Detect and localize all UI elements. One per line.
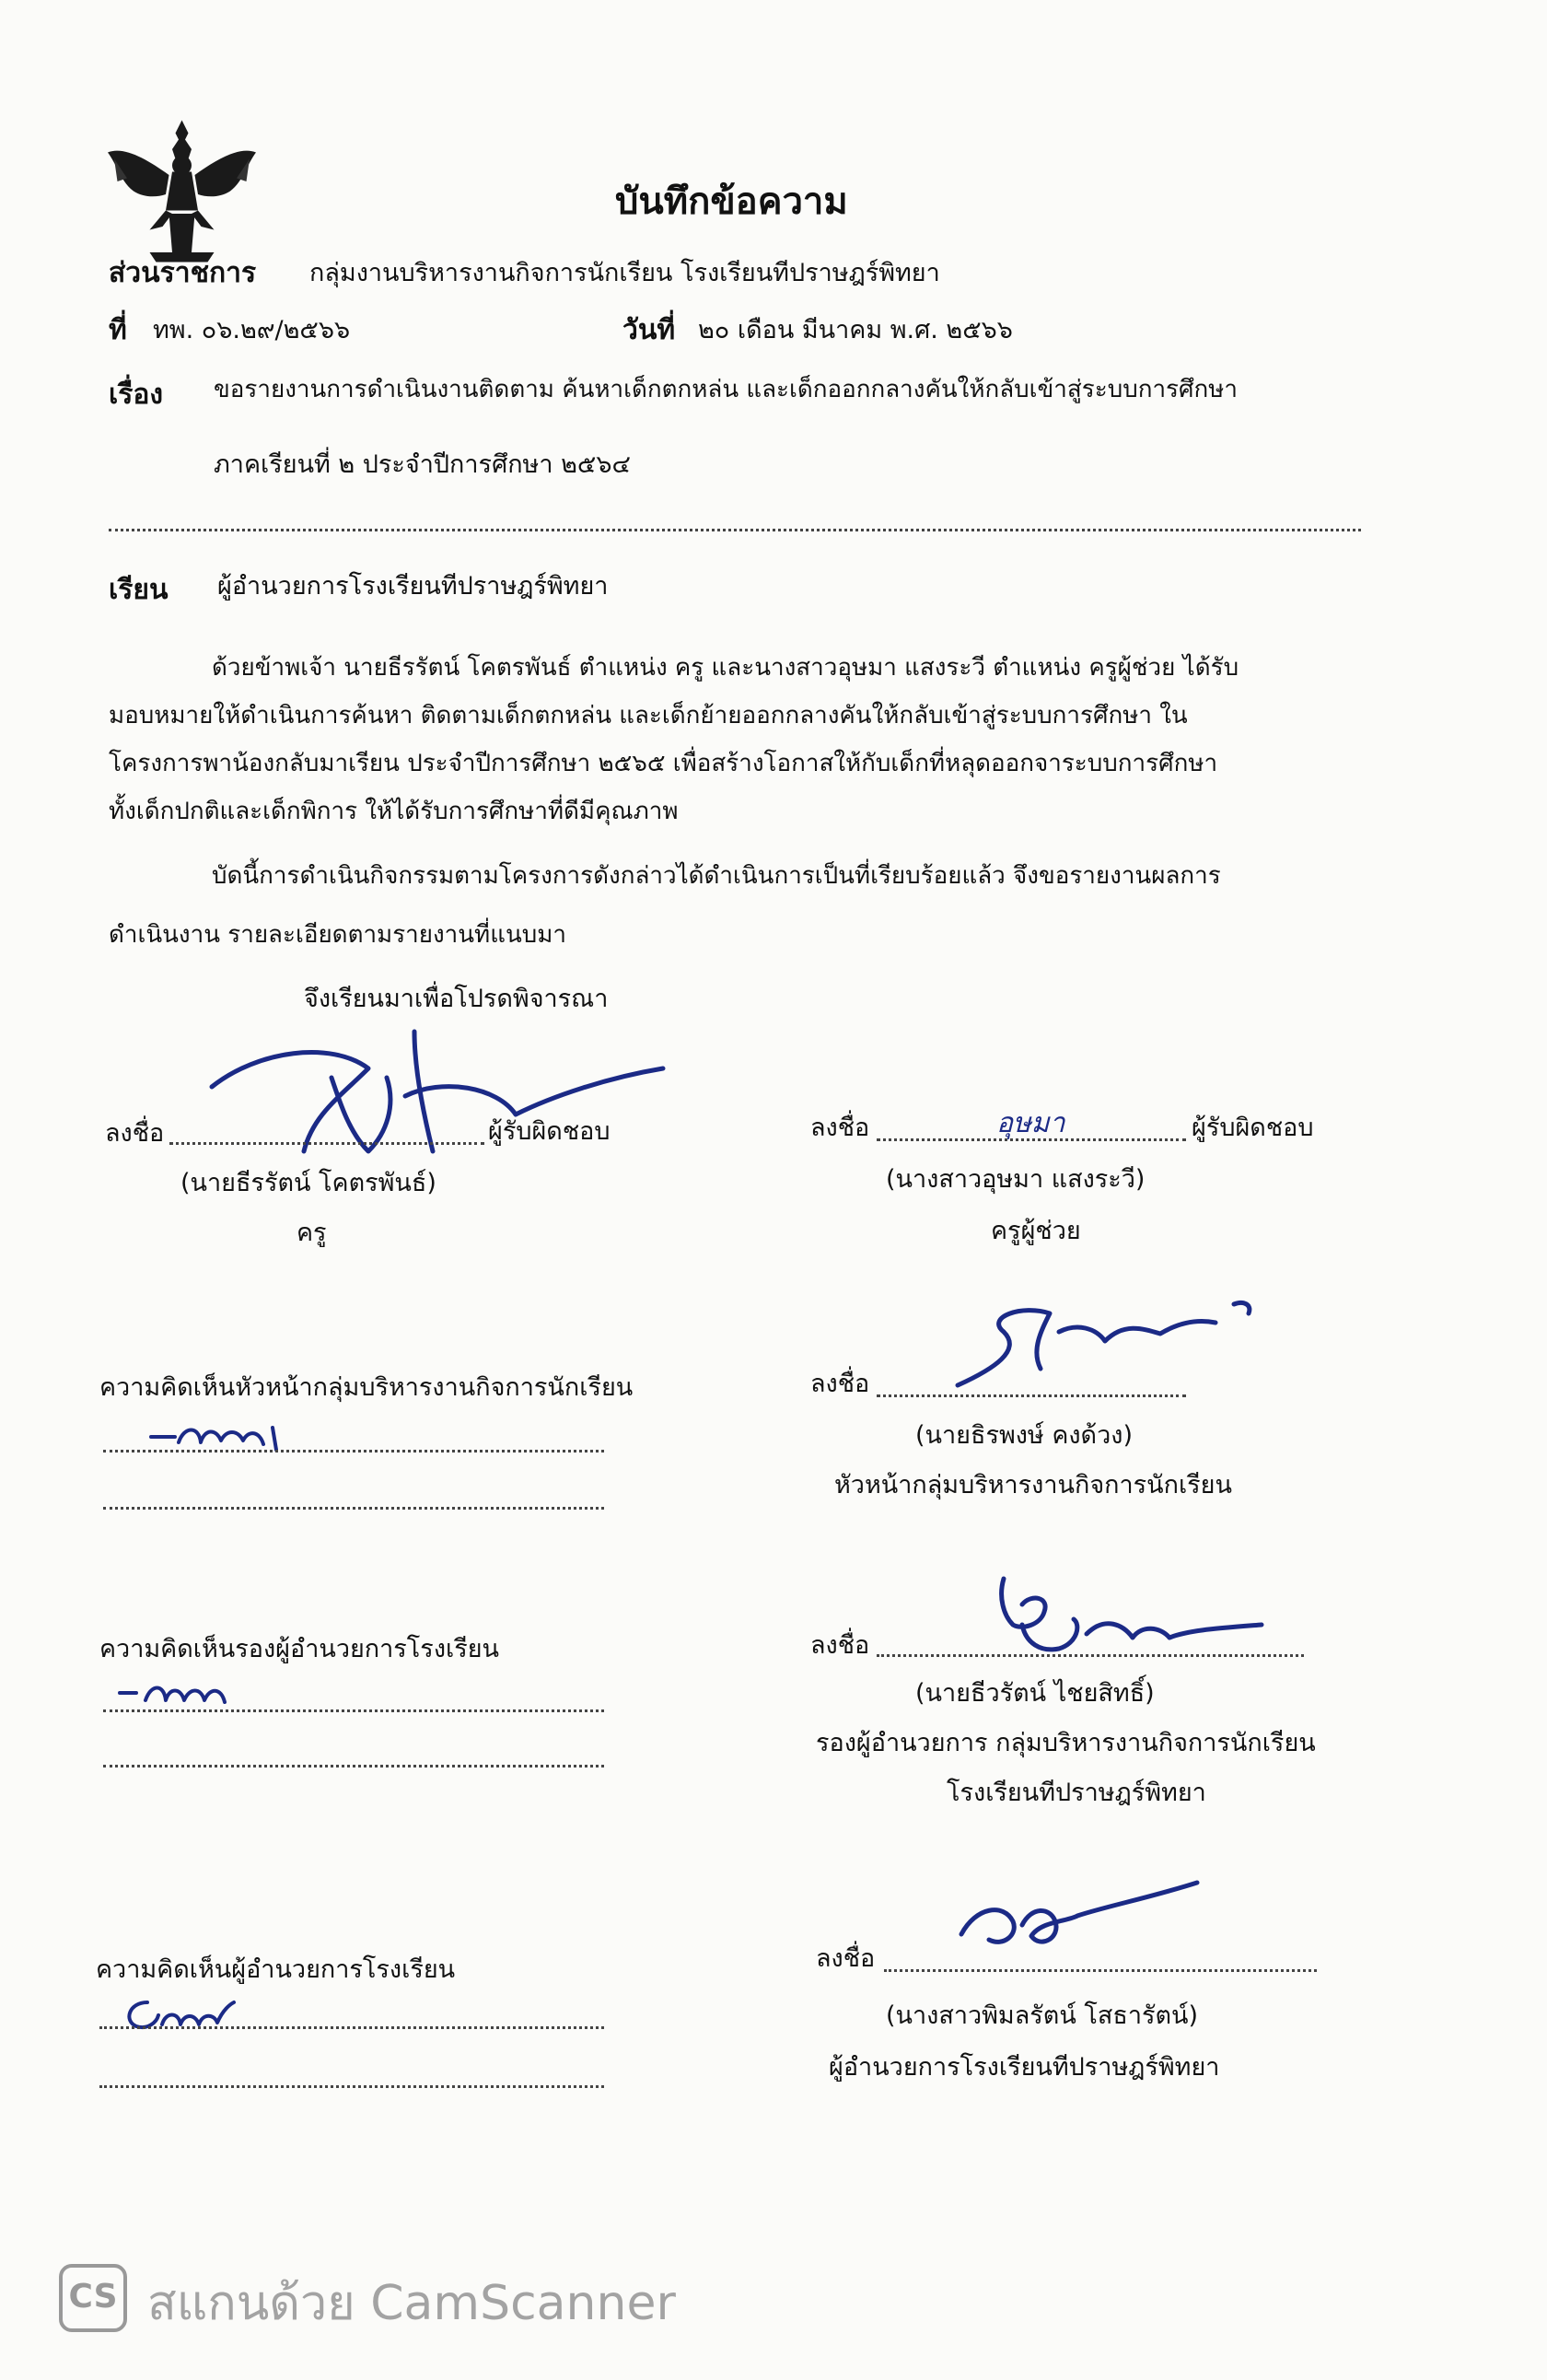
teacher2-name: (นางสาวอุษมา แสงระวี) <box>886 1165 1146 1194</box>
deputy-sign-label: ลงชื่อ <box>810 1631 870 1660</box>
teacher2-handwritten-signature: อุษมา <box>996 1107 1065 1139</box>
camscanner-watermark: สแกนด้วย CamScanner <box>147 2276 676 2331</box>
deputy-opinion-label: ความคิดเห็นรองผู้อำนวยการโรงเรียน <box>99 1635 500 1663</box>
date-value: ๒๐ เดือน มีนาคม พ.ศ. ๒๕๖๖ <box>698 316 1013 344</box>
deputy-opinion-line-1 <box>103 1709 604 1712</box>
head-sign-line <box>877 1394 1186 1397</box>
director-sign-label: ลงชื่อ <box>816 1944 876 1973</box>
subject-line-2: ภาคเรียนที่ ๒ ประจำปีการศึกษา ๒๕๖๔ <box>214 450 631 479</box>
garuda-emblem-icon <box>101 111 262 272</box>
paragraph-1-line-3: โครงการพาน้องกลับมาเรียน ประจำปีการศึกษา ๒๕๖๕ เพื่อสร้างโอกาสให้กับเด็กที่หลุดออกจาระบบการศึกษา <box>109 750 1218 777</box>
teacher2-sign-label: ลงชื่อ <box>810 1114 870 1142</box>
head-signature <box>939 1277 1289 1396</box>
teacher1-position: ครู <box>297 1219 327 1247</box>
deputy-name: (นายธีวรัตน์ ไชยสิทธิ์) <box>915 1679 1155 1708</box>
deputy-position-line-1: รองผู้อำนวยการ กลุ่มบริหารงานกิจการนักเรียน <box>816 1729 1316 1757</box>
camscanner-logo-icon: CS <box>59 2264 127 2332</box>
paragraph-1-line-4: ทั้งเด็กปกติและเด็กพิการ ให้ได้รับการศึกษาที่ดีมีคุณภาพ <box>109 798 679 825</box>
head-sign-label: ลงชื่อ <box>810 1370 870 1398</box>
subject-label: เรื่อง <box>109 379 164 411</box>
teacher1-sign-label: ลงชื่อ <box>105 1119 165 1148</box>
teacher2-responsible-label: ผู้รับผิดชอบ <box>1192 1114 1314 1142</box>
deputy-sign-line <box>877 1654 1304 1657</box>
teacher2-position: ครูผู้ช่วย <box>991 1217 1081 1245</box>
to-label: เรียน <box>109 574 169 606</box>
subject-line-1: ขอรายงานการดำเนินงานติดตาม ค้นหาเด็กตกหล่น และเด็กออกกลางคันให้กลับเข้าสู่ระบบการศึกษา <box>214 376 1239 403</box>
head-name: (นายธิรพงษ์ คงด้วง) <box>915 1421 1133 1450</box>
ref-value: ทพ. ๐๖.๒๙/๒๕๖๖ <box>153 316 351 344</box>
to-value: ผู้อำนวยการโรงเรียนทีปราษฎร์พิทยา <box>217 572 609 601</box>
director-sign-line <box>884 1969 1317 1972</box>
director-position: ผู้อำนวยการโรงเรียนทีปราษฎร์พิทยา <box>829 2053 1220 2082</box>
date-label: วันที่ <box>622 314 676 346</box>
head-opinion-label: ความคิดเห็นหัวหน้ากลุ่มบริหารงานกิจการนักเรียน <box>99 1373 634 1402</box>
ref-label: ที่ <box>109 314 127 346</box>
director-opinion-label: ความคิดเห็นผู้อำนวยการโรงเรียน <box>96 1955 456 1984</box>
deputy-opinion-line-2 <box>103 1765 604 1768</box>
paragraph-2-line-2: ดำเนินงาน รายละเอียดตามรายงานที่แนบมา <box>109 921 566 949</box>
subject-divider <box>109 529 1361 531</box>
agency-value: กลุ่มงานบริหารงานกิจการนักเรียน โรงเรียนทีปราษฎร์พิทยา <box>309 259 940 287</box>
head-opinion-line-1 <box>103 1450 604 1452</box>
director-name: (นางสาวพิมลรัตน์ โสธารัตน์) <box>886 2001 1199 2030</box>
director-signature <box>948 1870 1206 1971</box>
paragraph-1-line-1: ด้วยข้าพเจ้า นายธีรรัตน์ โคตรพันธ์ ตำแหน่ง ครู และนางสาวอุษมา แสงระวี ตำแหน่ง ครูผู้ช่วย ได้รับ <box>212 654 1239 682</box>
teacher1-responsible-label: ผู้รับผิดชอบ <box>488 1117 611 1146</box>
director-opinion-line-2 <box>99 2085 604 2088</box>
deputy-position-line-2: โรงเรียนทีปราษฎร์พิทยา <box>947 1779 1206 1807</box>
paragraph-1-line-2: มอบหมายให้ดำเนินการค้นหา ติดตามเด็กตกหล่น และเด็กย้ายออกกลางคันให้กลับเข้าสู่ระบบการศึกษา ใน <box>109 702 1188 729</box>
head-position: หัวหน้ากลุ่มบริหารงานกิจการนักเรียน <box>834 1471 1232 1499</box>
director-opinion-line-1 <box>99 2026 604 2029</box>
deputy-signature <box>985 1560 1289 1662</box>
closing-line: จึงเรียนมาเพื่อโปรดพิจารณา <box>304 985 609 1013</box>
teacher1-sign-line <box>169 1142 484 1145</box>
head-opinion-line-2 <box>103 1507 604 1510</box>
paragraph-2-line-1: บัดนี้การดำเนินกิจกรรมตามโครงการดังกล่าวได้ดำเนินการเป็นที่เรียบร้อยแล้ว จึงขอรายงานผลการ <box>212 862 1221 890</box>
agency-label: ส่วนราชการ <box>109 257 257 289</box>
memo-title: บันทึกข้อความ <box>615 181 848 223</box>
teacher1-name: (นายธีรรัตน์ โคตรพันธ์) <box>180 1169 436 1197</box>
